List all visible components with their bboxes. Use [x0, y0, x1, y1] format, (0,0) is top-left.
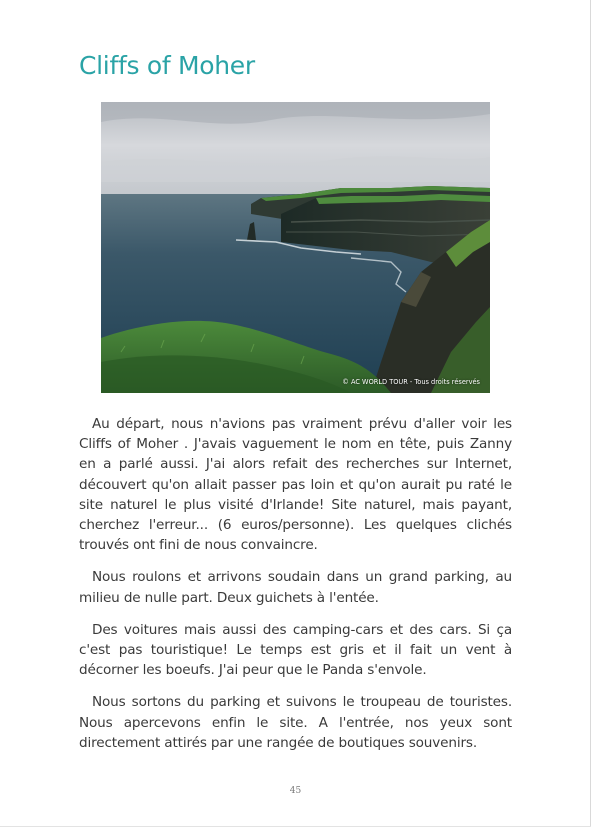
- paragraph: Nous roulons et arrivons soudain dans un grand parking, au milieu de nulle part. Deux guichets à l'entée.: [79, 569, 512, 606]
- paragraph: Nous sortons du parking et suivons le troupeau de touristes. Nous apercevons enfin le site. A l'entrée, nos yeux sont directement attirés par une rangée de boutiques souvenirs.: [79, 694, 512, 751]
- page-number: 45: [289, 786, 302, 796]
- cliffs-photo: [101, 102, 490, 393]
- cliffs-landscape-image: [101, 102, 490, 393]
- paragraph: Des voitures mais aussi des camping-cars et des cars. Si ça c'est pas touristique! Le temps est gris et il fait un vent à décorner les boeufs. J'ai peur que le Panda s'envole.: [79, 621, 512, 679]
- article-body: [79, 414, 512, 765]
- photo-credit: © AC WORLD TOUR - Tous droits réservés: [342, 378, 480, 386]
- page-title: Cliffs of Moher: [79, 51, 255, 80]
- paragraph: Au départ, nous n'avions pas vraiment prévu d'aller voir les Cliffs of Moher . J'avais vaguement le nom en tête, puis Zanny en a parlé aussi. J'ai alors refait des recherches sur Internet, découvert qu'on allait passer pas loin et qu'on aurait pu raté le site naturel le plus visité d'Irlande! Site naturel, mais payant, cherchez l'erreur... (6 euros/personne). Les quelques clichés trouvés ont fini de nous convaincre.: [79, 416, 512, 554]
